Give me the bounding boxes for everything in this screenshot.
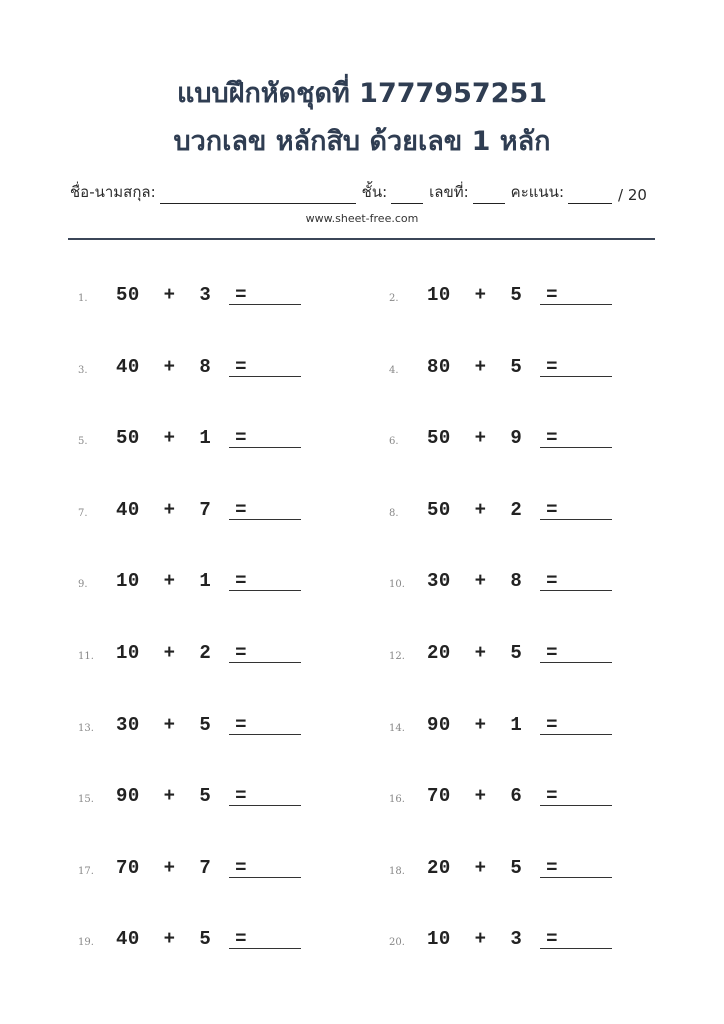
class-label: ชั้น: (361, 183, 388, 201)
answer-blank[interactable] (540, 948, 612, 949)
problem-operator: + (163, 356, 176, 378)
problem-operand-b: 8 (199, 356, 212, 378)
website-url: www.sheet-free.com (305, 212, 419, 225)
problem-operand-b: 3 (510, 928, 523, 950)
problem-operator: + (163, 427, 176, 449)
problem-expression (116, 714, 247, 736)
problem-operator: + (163, 499, 176, 521)
problem-number: 10. (389, 579, 405, 590)
problem-expression (116, 356, 247, 378)
problem-equals: = (235, 857, 247, 879)
problem-equals: = (235, 570, 247, 592)
problem-equals: = (546, 857, 558, 879)
score-label: คะแนน: (510, 183, 564, 201)
problem-expression (116, 928, 247, 950)
problem-number: 5. (78, 436, 88, 447)
answer-blank[interactable] (229, 590, 301, 591)
problem-expression (116, 427, 247, 449)
problem-operator: + (474, 857, 487, 879)
problem-number: 15. (78, 794, 94, 805)
problem-expression (427, 499, 558, 521)
problem-operator: + (474, 570, 487, 592)
problem-operand-b: 5 (510, 284, 523, 306)
problem-equals: = (546, 570, 558, 592)
problem-operand-a: 50 (427, 499, 451, 521)
problem-expression (427, 857, 558, 879)
student-info-row (70, 178, 654, 204)
problem-operator: + (163, 642, 176, 664)
problem-expression (116, 284, 247, 306)
problem-expression (116, 570, 247, 592)
problem-operand-b: 5 (199, 785, 212, 807)
problem-operator: + (163, 284, 176, 306)
answer-blank[interactable] (229, 519, 301, 520)
problem-operand-a: 10 (116, 642, 140, 664)
problem-number: 1. (78, 293, 88, 304)
problem-item (389, 785, 689, 815)
problem-operand-a: 70 (427, 785, 451, 807)
problem-expression (427, 427, 558, 449)
problem-item (78, 714, 378, 744)
problem-operand-b: 5 (199, 928, 212, 950)
problem-operand-a: 80 (427, 356, 451, 378)
problem-operand-a: 90 (427, 714, 451, 736)
answer-blank[interactable] (229, 662, 301, 663)
problem-operator: + (474, 356, 487, 378)
problem-number: 9. (78, 579, 88, 590)
problem-equals: = (546, 499, 558, 521)
answer-blank[interactable] (540, 734, 612, 735)
answer-blank[interactable] (540, 590, 612, 591)
problem-operand-a: 20 (427, 642, 451, 664)
answer-blank[interactable] (540, 877, 612, 878)
problem-operator: + (474, 714, 487, 736)
problem-equals: = (235, 785, 247, 807)
problem-operand-b: 2 (510, 499, 523, 521)
problem-number: 2. (389, 293, 399, 304)
problem-item (78, 356, 378, 386)
problem-operator: + (474, 499, 487, 521)
problem-expression (427, 642, 558, 664)
problem-operand-a: 50 (427, 427, 451, 449)
problem-operand-a: 40 (116, 499, 140, 521)
problem-equals: = (546, 356, 558, 378)
problem-expression (427, 570, 558, 592)
problem-operand-b: 8 (510, 570, 523, 592)
problem-number: 4. (389, 365, 399, 376)
problem-operand-b: 5 (510, 857, 523, 879)
problem-operand-a: 50 (116, 427, 140, 449)
problem-item (78, 857, 378, 887)
problem-number: 19. (78, 937, 94, 948)
problem-number: 8. (389, 508, 399, 519)
problem-expression (427, 284, 558, 306)
answer-blank[interactable] (229, 948, 301, 949)
problem-equals: = (546, 427, 558, 449)
problem-expression (427, 714, 558, 736)
problem-item (389, 570, 689, 600)
answer-blank[interactable] (229, 447, 301, 448)
problem-operator: + (474, 928, 487, 950)
answer-blank[interactable] (229, 376, 301, 377)
problem-equals: = (235, 284, 247, 306)
problem-operand-b: 7 (199, 499, 212, 521)
problem-equals: = (546, 785, 558, 807)
answer-blank[interactable] (229, 734, 301, 735)
problem-operator: + (163, 714, 176, 736)
problem-item (389, 642, 689, 672)
problem-operand-a: 90 (116, 785, 140, 807)
problem-item (78, 427, 378, 457)
problem-operator: + (163, 570, 176, 592)
worksheet-subtitle: บวกเลข หลักสิบ ด้วยเลข 1 หลัก (173, 126, 551, 157)
problem-item (78, 570, 378, 600)
problem-number: 12. (389, 651, 405, 662)
problem-item (389, 928, 689, 958)
name-blank[interactable] (160, 187, 356, 204)
answer-blank[interactable] (540, 376, 612, 377)
problem-operand-b: 3 (199, 284, 212, 306)
problem-expression (116, 857, 247, 879)
problem-equals: = (546, 284, 558, 306)
worksheet-title: แบบฝึกหัดชุดที่ 1777957251 (176, 78, 548, 109)
problem-item (389, 284, 689, 314)
problem-item (78, 499, 378, 529)
problem-equals: = (235, 714, 247, 736)
problem-operand-b: 6 (510, 785, 523, 807)
problem-number: 20. (389, 937, 405, 948)
problem-operand-b: 1 (199, 427, 212, 449)
problem-equals: = (546, 642, 558, 664)
score-blank[interactable] (568, 187, 612, 204)
problem-number: 13. (78, 723, 94, 734)
answer-blank[interactable] (229, 805, 301, 806)
problem-operand-a: 10 (427, 928, 451, 950)
problem-operator: + (474, 642, 487, 664)
problem-item (78, 928, 378, 958)
problem-number: 16. (389, 794, 405, 805)
answer-blank[interactable] (540, 662, 612, 663)
problem-operand-b: 9 (510, 427, 523, 449)
problem-operand-a: 50 (116, 284, 140, 306)
problem-equals: = (546, 928, 558, 950)
problem-operand-a: 40 (116, 928, 140, 950)
problem-operand-b: 1 (510, 714, 523, 736)
problem-operand-b: 1 (199, 570, 212, 592)
problem-number: 3. (78, 365, 88, 376)
problem-operand-b: 2 (199, 642, 212, 664)
problem-operator: + (163, 857, 176, 879)
problem-item (389, 499, 689, 529)
problem-operand-a: 70 (116, 857, 140, 879)
problem-operator: + (474, 427, 487, 449)
problem-equals: = (235, 928, 247, 950)
answer-blank[interactable] (540, 447, 612, 448)
answer-blank[interactable] (229, 304, 301, 305)
problem-number: 11. (78, 651, 94, 662)
problem-equals: = (235, 642, 247, 664)
header-divider (68, 238, 655, 240)
problem-item (78, 785, 378, 815)
problem-item (389, 714, 689, 744)
answer-blank[interactable] (229, 877, 301, 878)
problem-expression (116, 642, 247, 664)
problem-equals: = (235, 427, 247, 449)
problem-item (389, 427, 689, 457)
problem-expression (427, 785, 558, 807)
problem-operand-b: 5 (510, 642, 523, 664)
problem-operand-b: 5 (199, 714, 212, 736)
problem-item (78, 642, 378, 672)
problem-item (389, 857, 689, 887)
problem-number: 17. (78, 866, 94, 877)
problem-number: 7. (78, 508, 88, 519)
problem-item (389, 356, 689, 386)
number-blank[interactable] (473, 187, 505, 204)
problem-operand-a: 10 (427, 284, 451, 306)
problem-operand-b: 7 (199, 857, 212, 879)
problem-operator: + (474, 284, 487, 306)
score-total: / 20 (618, 186, 647, 204)
problem-operand-a: 30 (116, 714, 140, 736)
problem-expression (427, 356, 558, 378)
problem-expression (116, 785, 247, 807)
problem-number: 18. (389, 866, 405, 877)
problem-item (78, 284, 378, 314)
number-label: เลขที่: (429, 183, 469, 201)
problem-operator: + (474, 785, 487, 807)
problem-equals: = (235, 356, 247, 378)
problem-expression (427, 928, 558, 950)
problem-equals: = (546, 714, 558, 736)
class-blank[interactable] (391, 187, 423, 204)
problem-operand-b: 5 (510, 356, 523, 378)
problem-expression (116, 499, 247, 521)
answer-blank[interactable] (540, 805, 612, 806)
problem-operator: + (163, 928, 176, 950)
problem-operand-a: 40 (116, 356, 140, 378)
answer-blank[interactable] (540, 519, 612, 520)
answer-blank[interactable] (540, 304, 612, 305)
problem-operand-a: 20 (427, 857, 451, 879)
name-label: ชื่อ-นามสกุล: (70, 183, 156, 201)
problem-number: 14. (389, 723, 405, 734)
problem-operator: + (163, 785, 176, 807)
problem-number: 6. (389, 436, 399, 447)
problem-operand-a: 30 (427, 570, 451, 592)
problem-operand-a: 10 (116, 570, 140, 592)
problem-equals: = (235, 499, 247, 521)
